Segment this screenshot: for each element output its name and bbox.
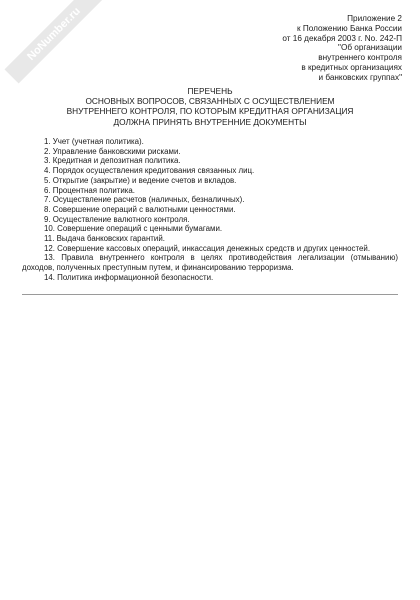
title-line: ОСНОВНЫХ ВОПРОСОВ, СВЯЗАННЫХ С ОСУЩЕСТВЛЕНИЕМ bbox=[85, 96, 335, 107]
list-item: 3. Кредитная и депозитная политика. bbox=[44, 156, 181, 166]
list-item: 2. Управление банковскими рисками. bbox=[44, 146, 181, 156]
watermark: NoNumber.ru bbox=[5, 0, 104, 83]
list-item: 6. Процентная политика. bbox=[44, 185, 135, 195]
list-item: 5. Открытие (закрытие) и ведение счетов и вкладов. bbox=[44, 175, 237, 185]
list-item: 7. Осуществление расчетов (наличных, безналичных). bbox=[44, 195, 245, 205]
appendix-line: "Об организации bbox=[338, 43, 402, 53]
appendix-line: в кредитных организациях bbox=[301, 62, 402, 72]
document-title bbox=[30, 86, 390, 127]
list-item: 14. Политика информационной безопасности. bbox=[44, 272, 214, 282]
questions-list bbox=[22, 137, 398, 283]
appendix-line: Приложение 2 bbox=[347, 14, 402, 23]
list-item: 13. Правила внутреннего контроля в целях противодействия легализации (отмыванию) доходов, полученных преступным путем, и финансированию терроризма. bbox=[22, 253, 398, 273]
list-item: 9. Осуществление валютного контроля. bbox=[44, 214, 190, 224]
appendix-reference bbox=[282, 14, 402, 83]
list-item: 11. Выдача банковских гарантий. bbox=[44, 234, 165, 244]
list-item: 10. Совершение операций с ценными бумагами. bbox=[44, 224, 223, 234]
bottom-divider bbox=[22, 294, 398, 295]
title-line: ПЕРЕЧЕНЬ bbox=[187, 86, 233, 96]
appendix-line: внутреннего контроля bbox=[318, 53, 402, 63]
list-item: 12. Совершение кассовых операций, инкассация денежных средств и других ценностей. bbox=[44, 243, 371, 253]
list-item: 4. Порядок осуществления кредитования связанных лиц. bbox=[44, 166, 255, 176]
list-item: 1. Учет (учетная политика). bbox=[44, 137, 144, 146]
appendix-line: от 16 декабря 2003 г. No. 242-П bbox=[282, 33, 402, 43]
title-line: ВНУТРЕННЕГО КОНТРОЛЯ, ПО КОТОРЫМ КРЕДИТНАЯ ОРГАНИЗАЦИЯ bbox=[66, 106, 354, 117]
list-item: 8. Совершение операций с валютными ценностями. bbox=[44, 204, 236, 214]
appendix-line: к Положению Банка России bbox=[296, 23, 402, 33]
title-line: ДОЛЖНА ПРИНЯТЬ ВНУТРЕННИЕ ДОКУМЕНТЫ bbox=[113, 116, 307, 127]
appendix-line: и банковских группах" bbox=[318, 72, 402, 82]
